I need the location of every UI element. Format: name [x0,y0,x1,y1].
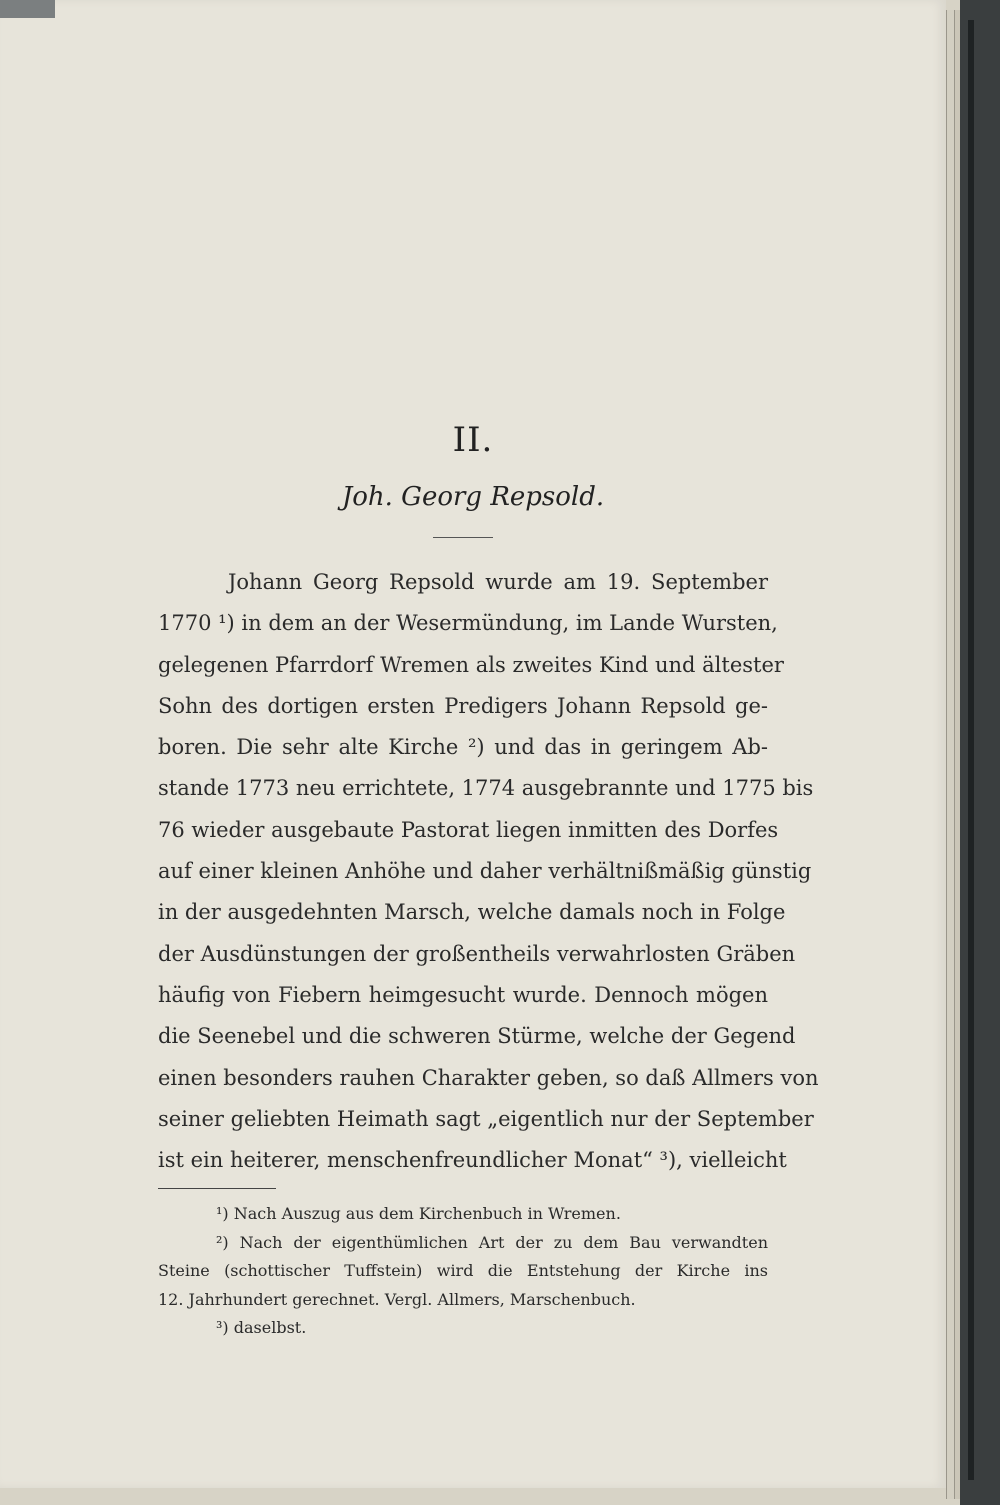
body-text [158,562,819,1181]
chapter-numeral: II. [452,420,494,460]
body-line: Sohn des dortigen ersten Predigers Johann Repsold ge- [158,693,768,718]
scan-corner [0,0,55,18]
title-rule [433,537,493,538]
body-line: die Seenebel und die schweren Stürme, welche der Gegend [158,1024,796,1049]
body-line: Johann Georg Repsold wurde am 19. September [228,570,768,594]
footnotes [158,1200,768,1343]
body-line: boren. Die sehr alte Kirche ²) und das in geringem Ab- [158,735,768,760]
body-line: 76 wieder ausgebaute Pastorat liegen inmitten des Dorfes [158,817,779,842]
body-line: 1770 ¹) in dem an der Wesermündung, im Lande Wursten, [158,611,778,636]
footnote-2-cont: Steine (schottischer Tuffstein) wird die Entstehung der Kirche ins [158,1261,768,1280]
footnote-2-end: 12. Jahrhundert gerechnet. Vergl. Allmers, Marschenbuch. [158,1289,636,1309]
footnote-rule [158,1188,276,1189]
body-line: seiner geliebten Heimath sagt „eigentlich nur der September [158,1106,814,1131]
chapter-title: Joh. Georg Repsold. [341,482,605,512]
footnote-1: ¹) Nach Auszug aus dem Kirchenbuch in Wremen. [216,1204,621,1223]
body-line: häufig von Fiebern heimgesucht wurde. Dennoch mögen [158,982,768,1007]
spine-bar [968,20,974,1480]
body-line: in der ausgedehnten Marsch, welche damals noch in Folge [158,900,786,925]
body-line: stande 1773 neu errichtete, 1774 ausgebrannte und 1775 bis [158,776,814,801]
body-line: der Ausdünstungen der großentheils verwahrlosten Gräben [158,941,796,966]
body-line: gelegenen Pfarrdorf Wremen als zweites Kind und ältester [158,652,784,677]
footnote-3: ³) daselbst. [216,1318,307,1337]
footnote-2: ²) Nach der eigenthümlichen Art der zu dem Bau verwandten [216,1232,768,1252]
body-line: ist ein heiterer, menschenfreundlicher Monat“ ³), vielleicht [158,1148,787,1173]
body-line: auf einer kleinen Anhöhe und daher verhältnißmäßig günstig [158,859,812,884]
body-line: einen besonders rauhen Charakter geben, so daß Allmers von [158,1065,819,1090]
book-spine [960,0,1000,1505]
